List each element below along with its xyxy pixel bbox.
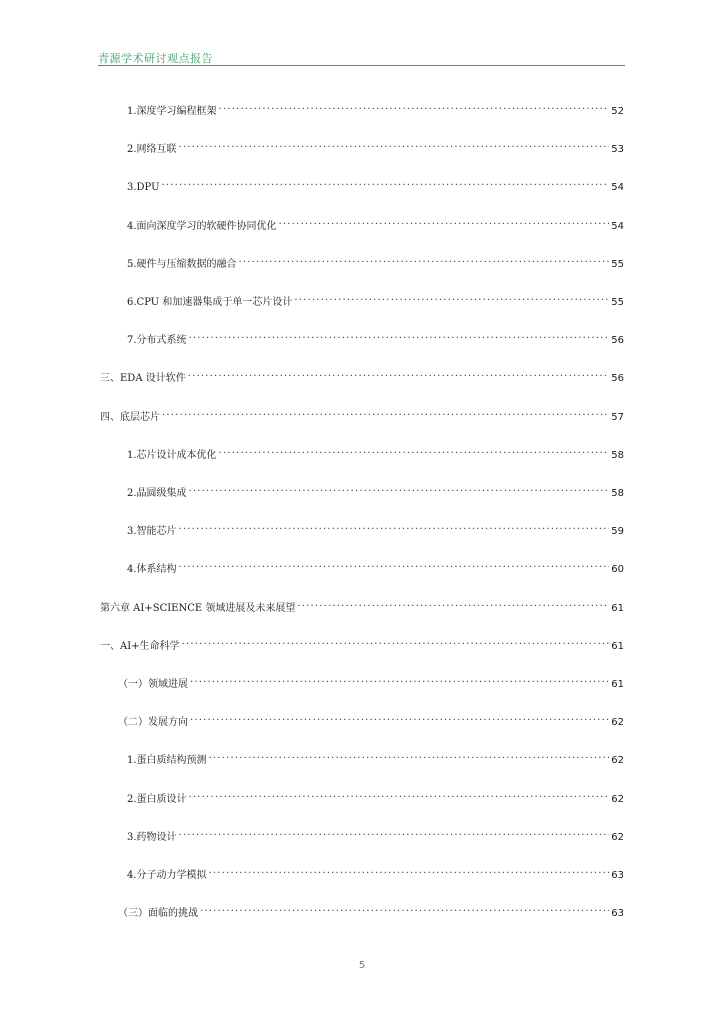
toc-entry-label: （一）领域进展: [118, 679, 188, 690]
toc-dot-leader: [182, 635, 610, 649]
toc-dot-leader: [179, 558, 610, 572]
toc-entry[interactable]: [100, 406, 624, 423]
toc-entry-page: 60: [611, 564, 624, 575]
toc-entry-page: 54: [611, 182, 624, 193]
toc-entry-label: 一、AI+生命科学: [100, 641, 180, 652]
toc-entry-page: 56: [611, 335, 624, 346]
toc-dot-leader: [179, 826, 610, 840]
toc-entry-label: （三）面临的挑战: [118, 908, 198, 919]
toc-dot-leader: [190, 673, 609, 687]
toc-entry[interactable]: [127, 482, 624, 499]
toc-dot-leader: [219, 100, 610, 114]
toc-entry-page: 63: [611, 908, 624, 919]
toc-entry-page: 53: [611, 144, 624, 155]
toc-dot-leader: [279, 215, 610, 229]
toc-dot-leader: [209, 864, 610, 878]
toc-entry[interactable]: [127, 253, 624, 270]
toc-entry-label: 3.药物设计: [127, 832, 177, 843]
report-title: 青源学术研讨观点报告: [98, 52, 213, 65]
toc-entry[interactable]: [118, 673, 624, 690]
toc-dot-leader: [188, 367, 610, 381]
toc-entry-label: 1.芯片设计成本优化: [127, 450, 217, 461]
toc-dot-leader: [162, 406, 609, 420]
toc-entry-label: 5.硬件与压缩数据的融合: [127, 259, 237, 270]
toc-entry-label: 6.CPU 和加速器集成于单一芯片设计: [127, 297, 293, 308]
toc-dot-leader: [162, 176, 610, 190]
toc-entry[interactable]: [127, 138, 624, 155]
toc-entry-label: 3.DPU: [127, 182, 160, 193]
toc-entry[interactable]: [127, 329, 624, 346]
toc-dot-leader: [294, 291, 609, 305]
toc-entry[interactable]: [127, 215, 624, 232]
toc-entry-page: 61: [611, 603, 624, 614]
toc-dot-leader: [179, 520, 610, 534]
toc-entry-label: 1.蛋白质结构预测: [127, 755, 207, 766]
toc-dot-leader: [189, 788, 610, 802]
toc-entry-page: 62: [611, 717, 624, 728]
toc-entry-label: 4.体系结构: [127, 564, 177, 575]
toc-entry[interactable]: [127, 520, 624, 537]
toc-entry[interactable]: [127, 864, 624, 881]
toc-entry-label: 7.分布式系统: [127, 335, 187, 346]
toc-dot-leader: [239, 253, 610, 267]
toc-entry-page: 59: [611, 526, 624, 537]
toc-entry-label: （二）发展方向: [118, 717, 188, 728]
page-number: 5: [358, 960, 366, 971]
toc-dot-leader: [190, 711, 609, 725]
toc-entry-label: 四、底层芯片: [100, 412, 160, 423]
toc-entry[interactable]: [127, 176, 624, 193]
toc-entry-page: 62: [611, 755, 624, 766]
toc-entry-page: 55: [611, 297, 624, 308]
toc-entry[interactable]: [127, 788, 624, 805]
toc-entry[interactable]: [127, 558, 624, 575]
toc-entry-page: 58: [611, 450, 624, 461]
toc-entry-label: 2.晶圆级集成: [127, 488, 187, 499]
toc-entry-label: 2.蛋白质设计: [127, 794, 187, 805]
toc-entry[interactable]: [100, 635, 624, 652]
toc-dot-leader: [189, 482, 610, 496]
toc-entry-page: 62: [611, 794, 624, 805]
toc-entry-page: 62: [611, 832, 624, 843]
toc-entry-label: 4.分子动力学模拟: [127, 870, 207, 881]
toc-entry-label: 3.智能芯片: [127, 526, 177, 537]
toc-dot-leader: [219, 444, 610, 458]
toc-dot-leader: [179, 138, 610, 152]
toc-entry-page: 56: [611, 373, 624, 384]
toc-entry[interactable]: [127, 749, 624, 766]
toc-entry-page: 52: [611, 106, 624, 117]
toc-entry[interactable]: [127, 444, 624, 461]
toc-entry-label: 2.网络互联: [127, 144, 177, 155]
toc-entry[interactable]: [127, 826, 624, 843]
toc-entry-page: 61: [611, 641, 624, 652]
toc-entry-label: 第六章 AI+SCIENCE 领域进展及未来展望: [100, 603, 296, 614]
toc-entry[interactable]: [100, 367, 624, 384]
toc-entry-label: 三、EDA 设计软件: [100, 373, 186, 384]
toc-dot-leader: [200, 902, 609, 916]
toc-entry-page: 54: [611, 221, 624, 232]
toc-entry[interactable]: [118, 902, 624, 919]
toc-entry-label: 4.面向深度学习的软硬件协同优化: [127, 221, 277, 232]
toc-dot-leader: [297, 597, 609, 611]
toc-dot-leader: [189, 329, 610, 343]
toc-entry-page: 61: [611, 679, 624, 690]
toc-entry[interactable]: [127, 100, 624, 117]
toc-entry[interactable]: [127, 291, 624, 308]
toc-entry-page: 57: [611, 412, 624, 423]
toc-dot-leader: [209, 749, 610, 763]
toc-entry-page: 58: [611, 488, 624, 499]
toc-entry-label: 1.深度学习编程框架: [127, 106, 217, 117]
toc-entry-page: 55: [611, 259, 624, 270]
toc-entry[interactable]: [100, 597, 624, 614]
toc-entry-page: 63: [611, 870, 624, 881]
toc-entry[interactable]: [118, 711, 624, 728]
